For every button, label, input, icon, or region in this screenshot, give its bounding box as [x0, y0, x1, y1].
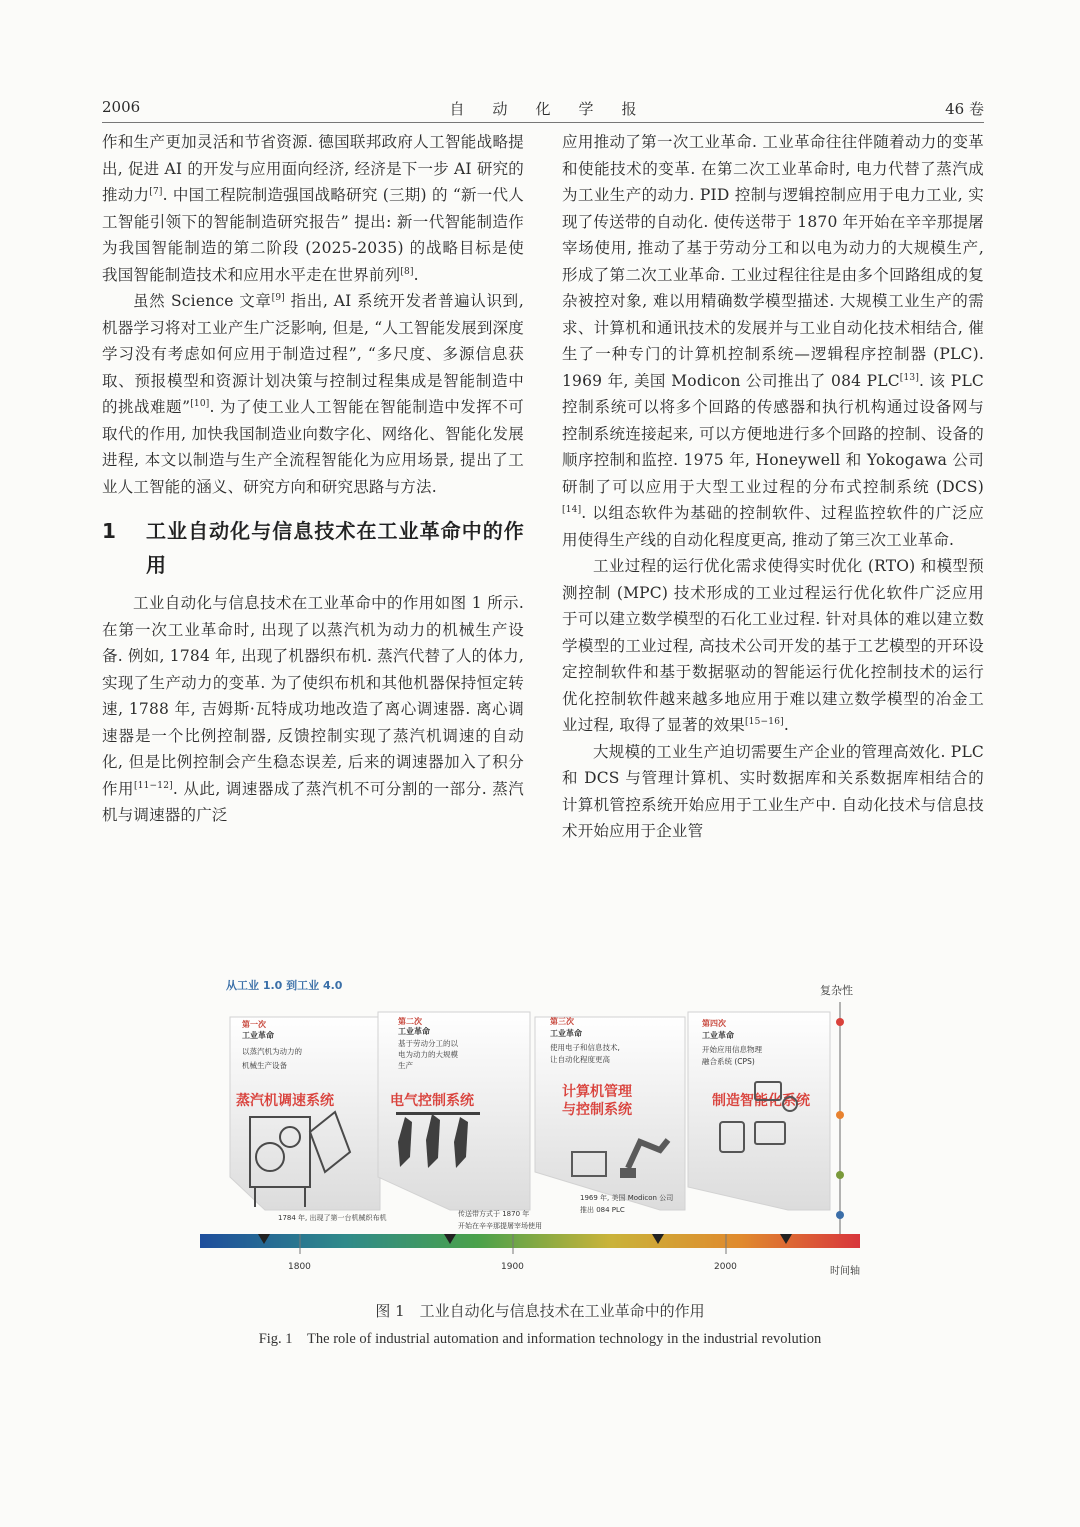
complexity-dot: [836, 1111, 844, 1119]
complexity-label: 复杂性: [820, 984, 853, 997]
event-1870: 传送带方式于 1870 年: [458, 1210, 530, 1218]
paragraph: 工业过程的运行优化需求使得实时优化 (RTO) 和模型预测控制 (MPC) 技术形成的工业过程运行优化软件广泛应用于可以建立数学模型的石化工业过程. 针对具体的难以建立数学模型的工业过程, 高技术公司开发的基于工艺模型的开环设定控制软件和基于数据驱动的智能运行优化控制技术的运行优化控制软件越来越多地应用于难以建立数学模型的冶金工业过程, 取得了显著的效果[15−16].: [562, 557, 984, 734]
panel-2-ordinal: 第二次: [398, 1017, 422, 1026]
axis-tick-label: 2000: [714, 1262, 737, 1272]
paragraph: 虽然 Science 文章[9] 指出, AI 系统开发者普遍认识到, 机器学习将对工业产生广泛影响, 但是, “人工智能发展到深度学习没有考虑如何应用于制造过程”, “多尺度、多源信息获取、预报模型和资源计划决策与控制过程集成是智能制造中的挑战难题”[10]. 为了使工业人工智能在智能制造中发挥不可取代的作用, 加快我国制造业向数字化、网络化、智能化发展进程, 本文以制造与生产全流程智能化为应用场景, 提出了工业人工智能的涵义、研究方向和研究思路与方法.: [102, 292, 525, 496]
panel-1-ordinal: 第一次: [242, 1020, 266, 1029]
volume-label: 46 卷: [945, 100, 984, 118]
figure-caption-zh: 图 1 工业自动化与信息技术在工业革命中的作用: [375, 1302, 705, 1320]
axis-tick-label: 1800: [288, 1262, 311, 1272]
event-1870: 开始在辛辛那提屠宰场使用: [458, 1222, 542, 1230]
panel-3-desc: 让自动化程度更高: [550, 1055, 610, 1064]
panel-4-heading: 工业革命: [702, 1031, 734, 1040]
panel-1-desc: 机械生产设备: [242, 1061, 287, 1070]
running-header: [102, 96, 984, 123]
axis-label: 时间轴: [830, 1266, 860, 1277]
left-column: [102, 129, 524, 829]
complexity-dot: [836, 1171, 844, 1179]
panel-1-system: 蒸汽机调速系统: [236, 1093, 334, 1109]
paragraph: 大规模的工业生产迫切需要生产企业的管理高效化. PLC 和 DCS 与管理计算机、实时数据库和关系数据库相结合的计算机管控系统开始应用于工业生产中. 自动化技术与信息技术开始应用于企业管: [562, 742, 984, 840]
panel-4-desc: 开始应用信息物理: [702, 1045, 762, 1054]
event-1969: 推出 084 PLC: [580, 1206, 625, 1214]
panel-1: [230, 1017, 380, 1210]
page-number: 2006: [102, 98, 141, 116]
paragraph: 工业自动化与信息技术在工业革命中的作用如图 1 所示. 在第一次工业革命时, 出现了以蒸汽机为动力的机械生产设备. 例如, 1784 年, 出现了机器织布机. 蒸汽代替了人的体力, 实现了生产动力的变革. 为了使织布机和其他机器保持恒定转速, 1788 年, 吉姆斯·瓦特成功地改造了离心调速器. 离心调速器是一个比例控制器, 反馈控制实现了蒸汽机调速的自动化, 但是比例控制会产生稳态误差, 后来的调速器加入了积分作用[11−12]. 从此, 调速器成了蒸汽机不可分割的一部分. 蒸汽机与调速器的广泛: [102, 594, 524, 824]
panel-1-heading: 工业革命: [242, 1031, 274, 1040]
figure-industry-timeline: [200, 972, 860, 1284]
panel-4-desc: 融合系统 (CPS): [702, 1057, 755, 1066]
section-title: 工业自动化与信息技术在工业革命中的作用: [146, 519, 524, 577]
panel-4-system: 制造智能化系统: [712, 1093, 810, 1109]
figure-title: 从工业 1.0 到工业 4.0: [226, 979, 343, 992]
panel-3-ordinal: 第三次: [550, 1017, 574, 1026]
journal-name: 自动化学报: [449, 100, 665, 118]
paragraph: 应用推动了第一次工业革命. 工业革命往往伴随着动力的变革和使能技术的变革. 在第二次工业革命时, 电力代替了蒸汽成为工业生产的动力. PID 控制与逻辑控制应用于电力工业, 实现了传送带的自动化. 使传送带于 1870 年开始在辛辛那提屠宰场使用, 推动了基于劳动分工和以电为动力的大规模生产, 形成了第二次工业革命. 工业过程往往是由多个回路组成的复杂被控对象, 难以用精确数学模型描述. 大规模工业生产的需求、计算机和通讯技术的发展并与工业自动化技术相结合, 催生了一种专门的计算机控制系统—逻辑程序控制器 (PLC). 1969 年, 美国 Modicon 公司推出了 084 PLC[13]. 该 PLC 控制系统可以将多个回路的传感器和执行机构通过设备网与控制系统连接起来, 可以方便地进行多个回路的控制、设备的顺序控制和监控. 1975 年, Honeywell 和 Yokogawa 公司研制了可以应用于大型工业过程的分布式控制系统 (DCS)[14]. 以组态软件为基础的控制软件、过程监控软件的广泛应用使得生产线的自动化程度更高, 推动了第三次工业革命.: [562, 133, 984, 549]
panel-3-desc: 使用电子和信息技术,: [550, 1043, 620, 1052]
figure-caption-en: Fig. 1 The role of industrial automation and information technology in the industrial revolution: [258, 1331, 822, 1347]
panel-2-desc: 电为动力的大规模: [398, 1050, 458, 1059]
panel-4-ordinal: 第四次: [702, 1019, 726, 1028]
panel-2-desc: 基于劳动分工的以: [398, 1039, 458, 1048]
complexity-dot: [836, 1018, 844, 1026]
panel-1-desc: 以蒸汽机为动力的: [242, 1047, 302, 1056]
event-1784: 1784 年, 出现了第一台机械织布机: [278, 1214, 387, 1222]
panel-2-system: 电气控制系统: [390, 1093, 474, 1109]
panel-2-heading: 工业革命: [398, 1027, 430, 1036]
event-1969: 1969 年, 美国 Modicon 公司: [580, 1194, 674, 1202]
right-column: [562, 129, 984, 845]
axis-tick-label: 1900: [501, 1262, 524, 1272]
paragraph: 作和生产更加灵活和节省资源. 德国联邦政府人工智能战略提出, 促进 AI 的开发与应用面向经济, 经济是下一步 AI 研究的推动力[7]. 中国工程院制造强国战略研究 (三期) 的 “新一代人工智能引领下的智能制造研究报告” 提出: 新一代智能制造作为我国智能制造的第二阶段 (2025-2035) 的战略目标是使我国智能制造技术和应用水平走在世界前列[8].: [102, 133, 524, 284]
section-heading: [102, 514, 524, 582]
complexity-dot: [836, 1211, 844, 1219]
section-number: 1: [102, 519, 117, 543]
panel-3-system: 与控制系统: [562, 1102, 632, 1118]
panel-4: [688, 1012, 830, 1210]
panel-2-desc: 生产: [398, 1061, 413, 1070]
panel-3-heading: 工业革命: [550, 1029, 582, 1038]
timeline-bar: [200, 1234, 860, 1248]
panel-3-system: 计算机管理: [562, 1084, 632, 1100]
